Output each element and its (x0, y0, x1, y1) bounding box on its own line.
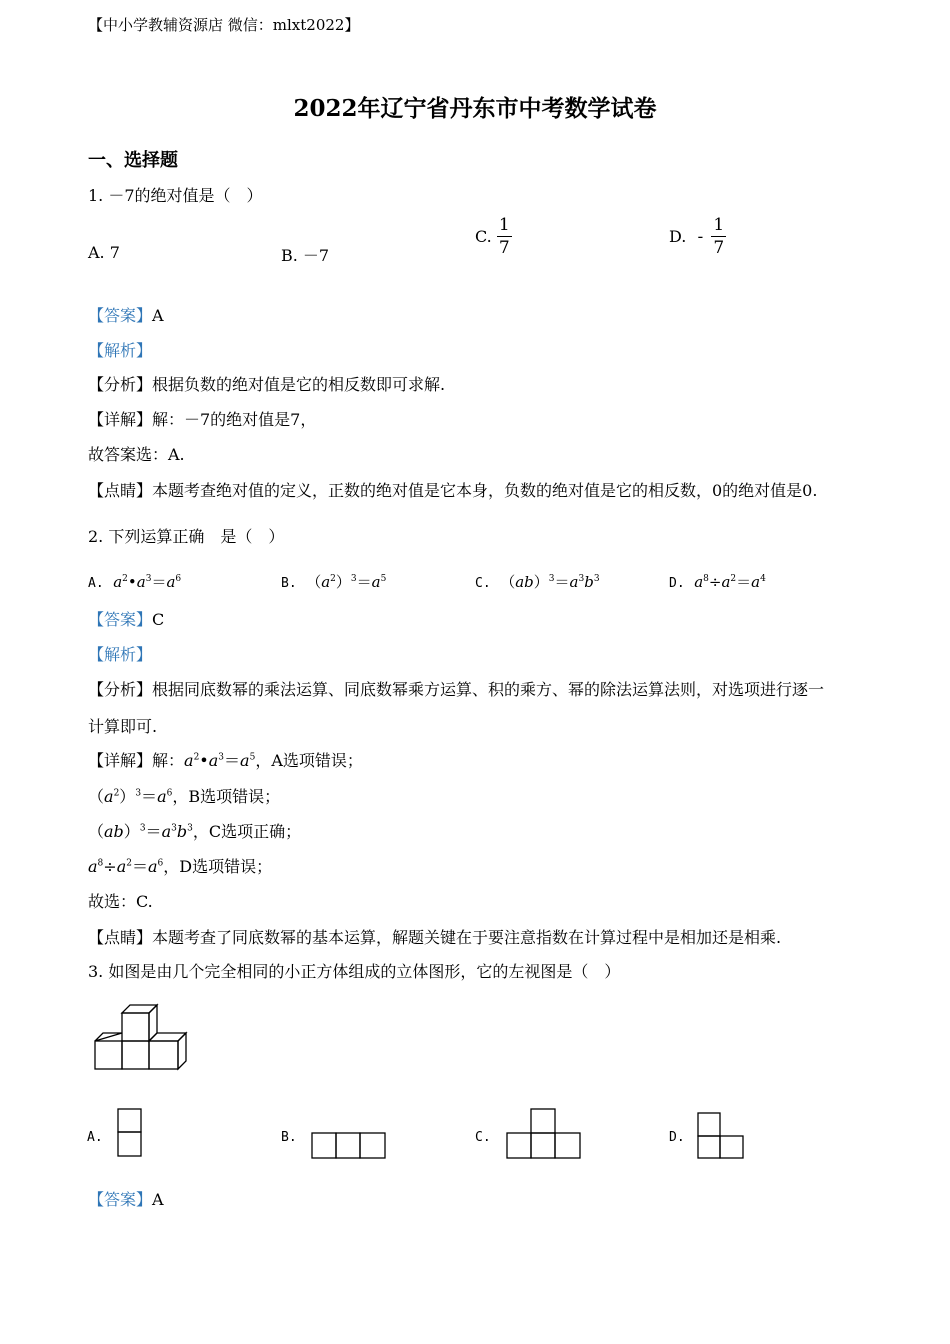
q3-option-c-figure (506, 1108, 582, 1160)
q1-option-d (669, 214, 726, 259)
q1-option-a: A. 7 (88, 243, 120, 262)
q3-option-d-label: D. (669, 1130, 685, 1145)
q2-option-b: B. $(a^2)^3=a^5$ (281, 573, 387, 591)
answer-value: C (152, 610, 165, 629)
cube-side (178, 1033, 186, 1069)
verdict: ，C选项正确； (192, 822, 302, 841)
q2-option-c: C. $(ab)^3=a^3b^3$ (475, 573, 600, 591)
q1-option-c (475, 214, 512, 259)
section-heading: 一、选择题 (88, 150, 178, 171)
q2-analysis-tag: 【解析】 (88, 645, 153, 664)
q1-option-d-fraction (711, 214, 726, 259)
q1-option-c-label: C. (475, 227, 492, 246)
q3-option-a-label: A. (87, 1130, 103, 1145)
fraction-numerator: 1 (498, 215, 510, 235)
q2-xiangjie-d: $a^8\div a^2=a^6$，D选项错误； (88, 857, 273, 876)
answer-value: A (152, 1190, 164, 1209)
cube-top (149, 1033, 186, 1041)
fraction-denominator: 7 (713, 238, 725, 258)
q1-analysis-tag: 【解析】 (88, 341, 153, 360)
q3-option-d-figure (697, 1112, 745, 1160)
q1-dianjing: 【点睛】本题考查绝对值的定义，正数的绝对值是它本身，负数的绝对值是它的相反数，0的绝对值是0. (88, 481, 818, 500)
q2-option-d: D. $a^8\div a^2=a^4$ (669, 573, 766, 591)
cube-face (149, 1041, 178, 1069)
answer-value: A (152, 306, 164, 325)
q3-answer (88, 1187, 164, 1210)
q2-fenxi-line1: 【分析】根据同底数幂的乘法运算、同底数幂乘方运算、积的乘方、幂的除法运算法则，对选项进行逐一 (88, 680, 825, 699)
q3-option-b-figure (311, 1132, 387, 1160)
verdict: ，B选项错误； (172, 787, 281, 806)
q2-option-a: A. $a^2•a^3=a^6$ (88, 573, 182, 591)
xiangjie-tag: 【详解】解： (88, 751, 185, 770)
q2-conclusion: 故选：C. (88, 892, 153, 911)
q1-option-c-fraction (497, 214, 512, 259)
verdict: ，A选项错误； (255, 751, 363, 770)
q3-option-b-label: B. (281, 1130, 297, 1145)
q2-answer (88, 607, 164, 630)
q2-xiangjie-c: $(ab)^3=a^3b^3$，C选项正确； (88, 822, 302, 841)
fraction-denominator: 7 (498, 238, 510, 258)
answer-tag: 【答案】 (88, 306, 153, 325)
q1-option-d-minus: - (697, 227, 704, 246)
fraction-numerator: 1 (713, 215, 725, 235)
page-title: 2022年辽宁省丹东市中考数学试卷 (293, 95, 657, 122)
q1-stem: 1. －7的绝对值是（ ） (88, 186, 263, 205)
header-watermark: 【中小学教辅资源店 微信：mlxt2022】 (88, 16, 360, 34)
q1-xiangjie: 【详解】解：－7的绝对值是7， (88, 410, 317, 429)
q2-fenxi-line2: 计算即可. (88, 717, 158, 736)
q1-conclusion: 故答案选：A. (88, 445, 185, 464)
cube-side (149, 1005, 157, 1041)
q2-stem: 2. 下列运算正确 是（ ） (88, 527, 285, 546)
q1-fenxi: 【分析】根据负数的绝对值是它的相反数即可求解. (88, 375, 446, 394)
answer-tag: 【答案】 (88, 610, 153, 629)
q1-option-d-label: D. (669, 227, 687, 246)
q2-xiangjie-b: $(a^2)^3=a^6$，B选项错误； (88, 787, 281, 806)
q2-xiangjie-a: 【详解】解：$a^2•a^3=a^5$，A选项错误； (88, 751, 363, 770)
q3-option-c-label: C. (475, 1130, 491, 1145)
cube-top (95, 1033, 122, 1041)
q3-option-a-figure (117, 1108, 143, 1158)
q2-dianjing: 【点睛】本题考查了同底数幂的基本运算，解题关键在于要注意指数在计算过程中是相加还是相乘. (88, 928, 782, 947)
verdict: ，D选项错误； (163, 857, 273, 876)
cube-face (122, 1013, 149, 1041)
q3-stem: 3. 如图是由几个完全相同的小正方体组成的立体图形，它的左视图是（ ） (88, 962, 621, 981)
answer-tag: 【答案】 (88, 1190, 153, 1209)
q1-answer (88, 303, 164, 326)
cube-top (122, 1005, 157, 1013)
cube-face (95, 1041, 122, 1069)
q1-option-b: B. －7 (281, 246, 330, 265)
q3-cube-figure (93, 1003, 189, 1071)
cube-face (122, 1041, 149, 1069)
